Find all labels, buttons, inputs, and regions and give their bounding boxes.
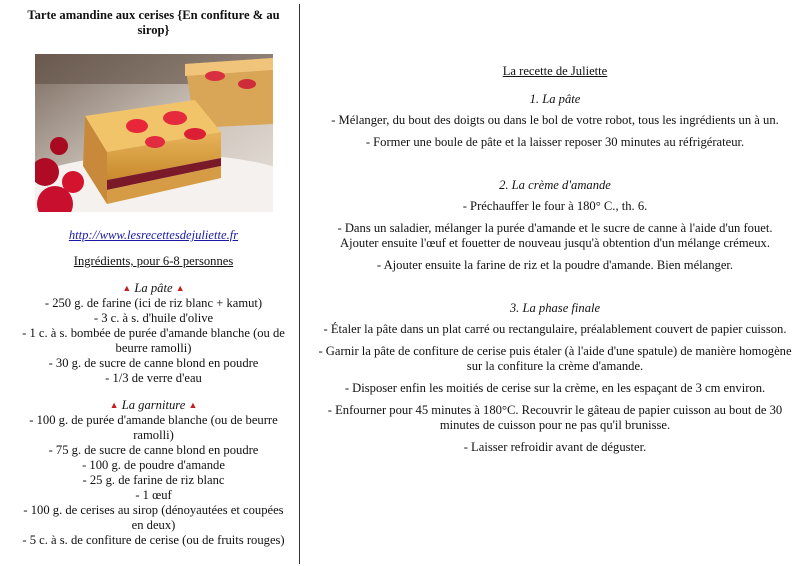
step-text: - Préchauffer le four à 180° C., th. 6.: [462, 199, 648, 213]
ingredient-line: - 100 g. de purée d'amande blanche (ou de beurre ramolli): [29, 413, 278, 442]
ingredient-line: - 75 g. de sucre de canne blond en poudre: [48, 443, 259, 457]
section-title-garniture: ▲ La garniture ▲: [109, 398, 198, 412]
cake-photo: [35, 54, 273, 212]
ingredients-heading: Ingrédients, pour 6-8 personnes: [73, 254, 234, 268]
ingredient-line: - 100 g. de cerises au sirop (dénoyautées et coupées en deux): [23, 503, 284, 532]
step-text: - Mélanger, du bout des doigts ou dans le bol de votre robot, tous les ingrédients un à un.: [331, 113, 779, 127]
ingredient-line: - 100 g. de poudre d'amande: [82, 458, 225, 472]
column-divider: [299, 4, 300, 564]
step-section-title: 2. La crème d'amande: [499, 178, 611, 192]
recipe-title: Tarte amandine aux cerises {En confiture & au sirop}: [27, 8, 280, 37]
ingredient-line: - 5 c. à s. de confiture de cerise (ou de fruits rouges): [22, 533, 285, 547]
step-text: - Former une boule de pâte et la laisser reposer 30 minutes au réfrigérateur.: [365, 135, 745, 149]
section-title-pate: ▲ La pâte ▲: [122, 281, 185, 295]
triangle-icon: ▲: [109, 400, 119, 410]
step-section-title: 3. La phase finale: [509, 301, 601, 315]
ingredient-line: - 1 œuf: [135, 488, 172, 502]
step-section-title: 1. La pâte: [529, 92, 581, 106]
ingredient-line: - 25 g. de farine de riz blanc: [82, 473, 225, 487]
ingredient-line: - 250 g. de farine (ici de riz blanc + kamut): [44, 296, 263, 310]
step-text: - Étaler la pâte dans un plat carré ou rectangulaire, préalablement couvert de papier cuisson.: [323, 322, 787, 336]
ingredients-column: [16, 8, 291, 548]
ingredient-line: - 3 c. à s. d'huile d'olive: [93, 311, 214, 325]
step-text: - Enfourner pour 45 minutes à 180°C. Recouvrir le gâteau de papier cuisson au bout de 30 minutes de cuisson pour ne pas qu'il brunisse.: [327, 403, 783, 432]
ingredient-line: - 1/3 de verre d'eau: [105, 371, 202, 385]
ingredient-line: - 30 g. de sucre de canne blond en poudre: [48, 356, 259, 370]
triangle-icon: ▲: [175, 283, 185, 293]
triangle-icon: ▲: [122, 283, 132, 293]
website-link[interactable]: http://www.lesrecettesdejuliette.fr: [68, 228, 239, 242]
step-text: - Laisser refroidir avant de déguster.: [463, 440, 647, 454]
triangle-icon: ▲: [188, 400, 198, 410]
ingredient-line: - 1 c. à s. bombée de purée d'amande blanche (ou de beurre ramolli): [22, 326, 285, 355]
step-text: - Garnir la pâte de confiture de cerise puis étaler (à l'aide d'une spatule) de manière homogène sur la confiture la crème d'amande.: [318, 344, 792, 373]
step-text: - Ajouter ensuite la farine de riz et la poudre d'amande. Bien mélanger.: [376, 258, 734, 272]
step-text: - Dans un saladier, mélanger la purée d'amande et le sucre de canne à l'aide d'un fouet. Ajouter ensuite l'œuf et fouetter de nouveau jusqu'à obtention d'un mélange crémeux.: [337, 221, 773, 250]
step-text: - Disposer enfin les moitiés de cerise sur la crème, en les espaçant de 3 cm environ.: [344, 381, 766, 395]
instructions-column: [318, 64, 792, 462]
instructions-heading: La recette de Juliette: [502, 64, 608, 78]
